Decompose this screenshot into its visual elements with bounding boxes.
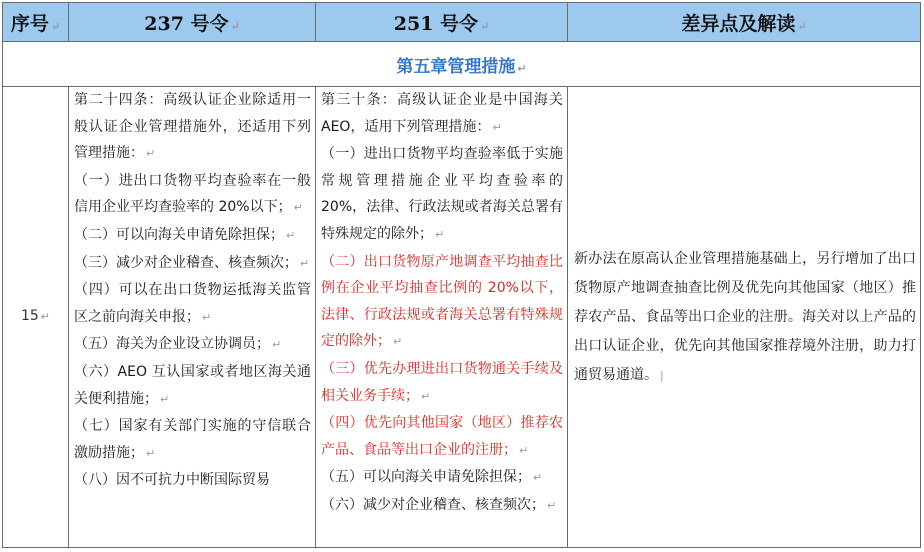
chapter-row [3,42,921,87]
header-order-251: 251 号令 ↵ [316,3,568,42]
order-251-paragraph: （六）减少对企业稽查、核查频次； ↵ [321,496,557,513]
order-237-paragraph: （二）可以向海关申请免除担保； ↵ [74,226,296,243]
order-237-cell [69,87,316,548]
differences-cell [568,87,921,548]
order-251-text [316,87,567,547]
order-237-paragraph: （四）可以在出口货物运抵海关监管区之前向海关申报； ↵ [74,282,311,325]
order-251-new-measure: （二）出口货物原产地调查平均抽查比例在企业平均抽查比例的 20%以下，法律、行政法规或者海关总署有特殊规定的除外； ↵ [321,253,563,350]
order-251-new-measure: （四）优先向其他国家（地区）推荐农产品、食品等出口企业的注册； ↵ [321,415,563,458]
row-serial-number: 15 ↵ [3,87,69,548]
table-row [3,87,921,548]
order-237-paragraph: （三）减少对企业稽查、核查频次； ↵ [74,254,310,271]
header-serial-number: 序号 ↵ [3,3,69,42]
chapter-title: 第五章管理措施 ↵ [3,42,921,87]
comparison-table [2,2,921,548]
order-237-text [69,87,315,547]
order-251-paragraph: 第三十条：高级认证企业是中国海关 AEO，适用下列管理措施： ↵ [321,92,563,135]
order-237-paragraph: （八）因不可抗力中断国际贸易 [74,472,270,489]
header-differences: 差异点及解读 ↵ [568,3,921,42]
order-251-paragraph: （一）进出口货物平均查验率低于实施常规管理措施企业平均查验率的 20%，法律、行政法规或者海关总署有特殊规定的除外； ↵ [321,146,563,242]
header-order-237: 237 号令 ↵ [69,3,316,42]
order-251-new-measure: （三）优先办理进出口货物通关手续及相关业务手续； ↵ [321,360,563,404]
differences-text: 新办法在原高认企业管理措施基础上，另行增加了出口货物原产地调查抽查比例及优先向其他国家（地区）推荐农产品、食品等出口企业的注册。海关对以上产品的出口认证企业，优先向其他国家推荐境外注册，助力打通贸易通道。 | [574,250,916,383]
order-237-paragraph: （五）海关为企业设立协调员； ↵ [74,336,282,353]
order-237-paragraph: 第二十四条：高级认证企业除适用一般认证企业管理措施外，还适用下列管理措施： ↵ [74,92,311,162]
order-251-paragraph: （五）可以向海关申请免除担保； ↵ [321,469,543,486]
order-237-paragraph: （一）进出口货物平均查验率在一般信用企业平均查验率的 20%以下； ↵ [74,172,311,216]
order-237-paragraph: （七）国家有关部门实施的守信联合激励措施； ↵ [74,418,311,461]
table-header-row [3,3,921,42]
order-251-cell [316,87,568,548]
order-237-paragraph: （六）AEO 互认国家或者地区海关通关便利措施； ↵ [74,363,311,407]
